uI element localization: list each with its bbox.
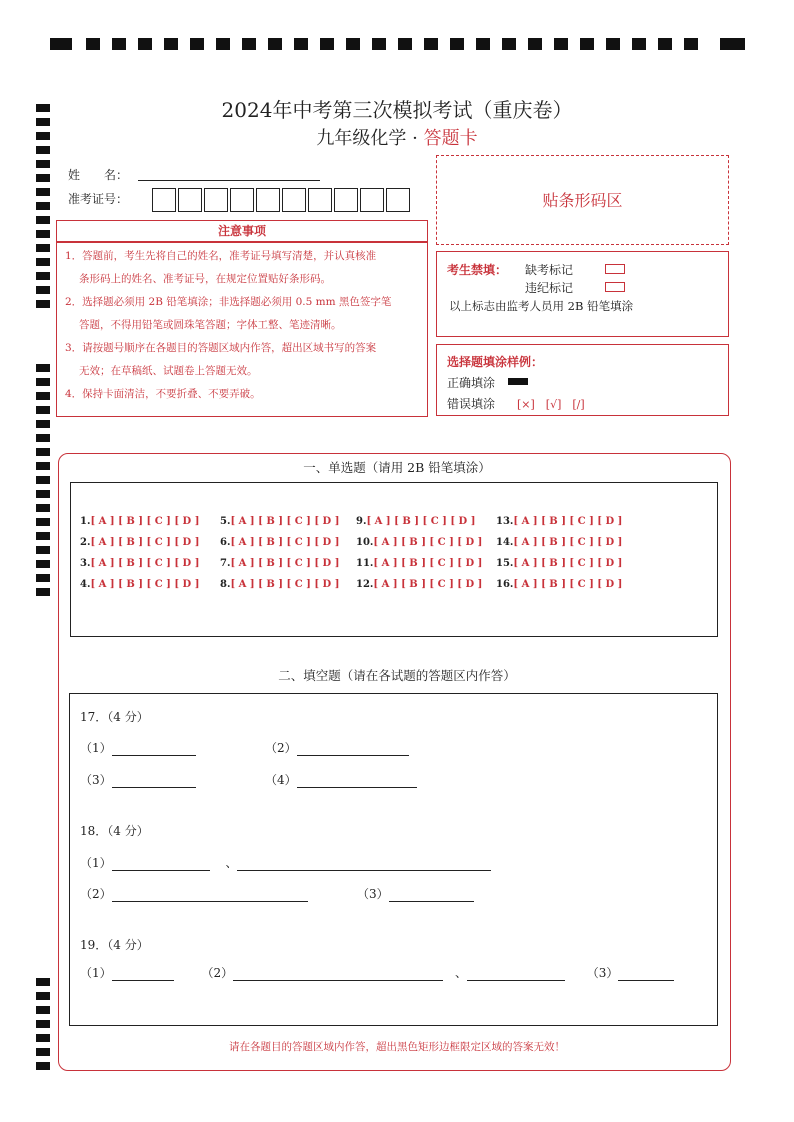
notice-line: 条形码上的姓名、准考证号，在规定位置贴好条形码。	[79, 273, 331, 285]
section1-title: 一、单选题（请用 2B 铅笔填涂）	[303, 460, 491, 475]
q19-part2-label: （2）	[201, 966, 234, 980]
forbidden-note: 以上标志由监考人员用 2B 铅笔填涂	[449, 299, 634, 313]
subtitle-subject: 九年级化学 ·	[316, 128, 424, 149]
q17-part1-label: （1）	[80, 741, 112, 755]
q19-blank-1[interactable]	[112, 967, 174, 981]
notice-line: 2．选择题必须用 2B 铅笔填涂；非选择题必须用 0.5 mm 黑色签字笔	[65, 296, 392, 308]
q18-label: 18．（4 分）	[80, 824, 149, 838]
notice-box	[56, 242, 428, 417]
choice-question[interactable]: 6.[ A ] [ B ] [ C ] [ D ]	[220, 537, 340, 548]
id-cell[interactable]	[282, 188, 306, 212]
choice-question[interactable]: 13.[ A ] [ B ] [ C ] [ D ]	[496, 516, 623, 527]
id-cell[interactable]	[360, 188, 384, 212]
id-cell[interactable]	[308, 188, 332, 212]
q18-part3-label: （3）	[357, 887, 389, 901]
q19-row1	[80, 964, 674, 981]
q18-part1-label: （1）	[80, 856, 112, 870]
q17-blank-4[interactable]	[297, 774, 417, 788]
q17-blank-2[interactable]	[297, 742, 409, 756]
q18-blank-2[interactable]	[237, 857, 491, 871]
choice-question[interactable]: 3.[ A ] [ B ] [ C ] [ D ]	[80, 558, 200, 569]
subtitle-card: 答题卡	[423, 128, 478, 149]
q19-blank-3[interactable]	[467, 967, 565, 981]
q18-blank-4[interactable]	[389, 888, 474, 902]
choice-question[interactable]: 12.[ A ] [ B ] [ C ] [ D ]	[356, 579, 483, 590]
choice-question[interactable]: 4.[ A ] [ B ] [ C ] [ D ]	[80, 579, 200, 590]
filled-mark-sample	[508, 378, 528, 385]
sample-box	[436, 344, 729, 416]
id-cell[interactable]	[334, 188, 358, 212]
choice-question[interactable]: 15.[ A ] [ B ] [ C ] [ D ]	[496, 558, 623, 569]
id-cell[interactable]	[256, 188, 280, 212]
notice-line: 4．保持卡面清洁，不要折叠、不要弄破。	[65, 388, 261, 400]
top-timing-marks	[50, 38, 745, 50]
id-label: 准考证号：	[68, 192, 129, 206]
q19-separator: 、	[454, 966, 467, 980]
q19-blank-2[interactable]	[233, 967, 443, 981]
sample-correct-label: 正确填涂	[447, 376, 496, 390]
choice-question[interactable]: 7.[ A ] [ B ] [ C ] [ D ]	[220, 558, 340, 569]
choice-question[interactable]: 2.[ A ] [ B ] [ C ] [ D ]	[80, 537, 200, 548]
section2-title: 二、填空题（请在各试题的答题区内作答）	[278, 668, 516, 683]
choice-question[interactable]: 10.[ A ] [ B ] [ C ] [ D ]	[356, 537, 483, 548]
absent-mark-box[interactable]	[605, 264, 625, 274]
notice-title: 注意事项	[56, 220, 428, 242]
choice-question[interactable]: 8.[ A ] [ B ] [ C ] [ D ]	[220, 579, 340, 590]
q17-blank-1[interactable]	[112, 742, 196, 756]
barcode-area[interactable]	[436, 155, 729, 245]
sample-wrong-label: 错误填涂	[447, 397, 496, 411]
q17-label: 17．（4 分）	[80, 710, 149, 724]
forbidden-box	[436, 251, 729, 337]
q19-part1-label: （1）	[80, 966, 112, 980]
wrong-marks-sample: [×] [√] [/]	[517, 398, 585, 411]
sample-title: 选择题填涂样例：	[447, 355, 544, 369]
q17-part3-label: （3）	[80, 773, 112, 787]
q17-row1b	[265, 739, 409, 756]
absent-label: 缺考标记	[525, 263, 574, 277]
q19-label: 19．（4 分）	[80, 938, 149, 952]
violation-label: 违纪标记	[525, 281, 574, 295]
id-cell[interactable]	[230, 188, 254, 212]
notice-line: 答题，不得用铅笔或圆珠笔答题；字体工整、笔迹清晰。	[79, 319, 342, 331]
notice-line: 无效；在草稿纸、试题卷上答题无效。	[79, 365, 258, 377]
q18-blank-3[interactable]	[112, 888, 308, 902]
page-title: 2024年中考第三次模拟考试（重庆卷）	[221, 98, 573, 122]
notice-line: 1．答题前，考生先将自己的姓名，准考证号填写清楚，并认真核准	[65, 250, 377, 262]
q18-row2b	[357, 885, 474, 902]
violation-mark-box[interactable]	[605, 282, 625, 292]
forbidden-label: 考生禁填：	[447, 263, 508, 277]
id-cell[interactable]	[178, 188, 202, 212]
id-cell[interactable]	[204, 188, 228, 212]
notice-line: 3．请按题号顺序在各题目的答题区域内作答，超出区域书写的答案	[65, 342, 377, 354]
q17-row2b	[265, 771, 417, 788]
choice-question[interactable]: 5.[ A ] [ B ] [ C ] [ D ]	[220, 516, 340, 527]
q17-row1	[80, 739, 196, 756]
q18-part2-label: （2）	[80, 887, 112, 901]
name-label: 姓 名：	[68, 168, 129, 182]
page-subtitle	[0, 124, 794, 150]
choice-question[interactable]: 11.[ A ] [ B ] [ C ] [ D ]	[356, 558, 483, 569]
q17-part2-label: （2）	[265, 741, 297, 755]
q18-separator: 、	[225, 856, 238, 870]
barcode-label: 贴条形码区	[542, 191, 623, 210]
footer-warning: 请在各题目的答题区域内作答，超出黑色矩形边框限定区域的答案无效！	[229, 1041, 565, 1053]
q18-blank-1[interactable]	[112, 857, 210, 871]
q19-blank-4[interactable]	[618, 967, 674, 981]
q19-part3-label: （3）	[586, 966, 619, 980]
name-field[interactable]	[138, 180, 320, 181]
choice-question[interactable]: 9.[ A ] [ B ] [ C ] [ D ]	[356, 516, 476, 527]
q18-row2	[80, 885, 308, 902]
id-cell[interactable]	[386, 188, 410, 212]
id-cell[interactable]	[152, 188, 176, 212]
q18-row1	[80, 854, 491, 871]
q17-part4-label: （4）	[265, 773, 297, 787]
choice-question[interactable]: 16.[ A ] [ B ] [ C ] [ D ]	[496, 579, 623, 590]
choice-question[interactable]: 1.[ A ] [ B ] [ C ] [ D ]	[80, 516, 200, 527]
q17-blank-3[interactable]	[112, 774, 196, 788]
q17-row2	[80, 771, 196, 788]
choice-question[interactable]: 14.[ A ] [ B ] [ C ] [ D ]	[496, 537, 623, 548]
